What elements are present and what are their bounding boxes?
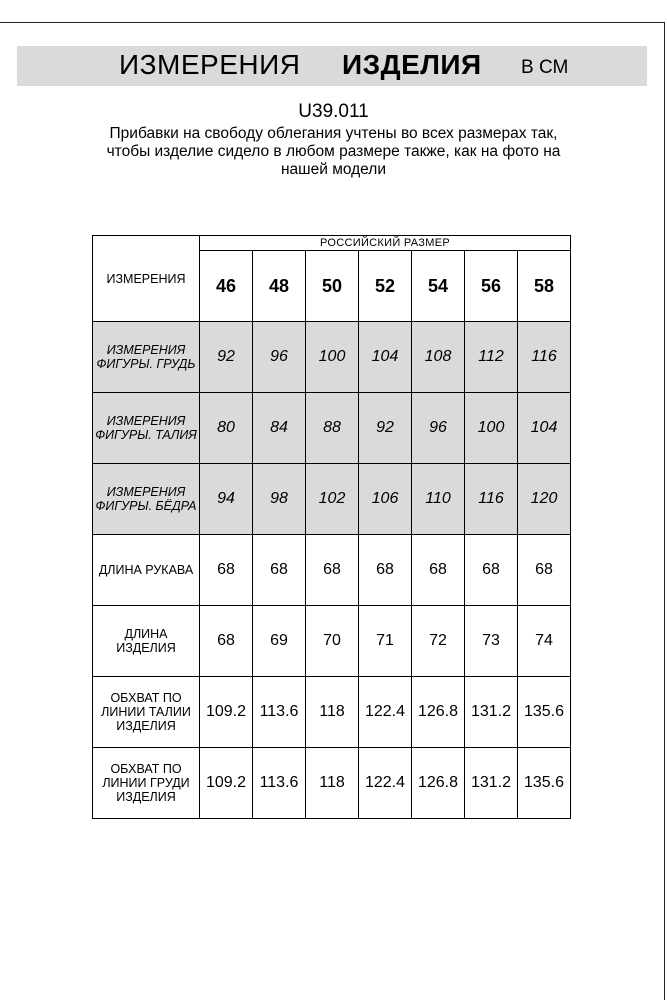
- table-cell: 68: [200, 535, 253, 606]
- table-cell: 100: [306, 322, 359, 393]
- table-cell: 92: [200, 322, 253, 393]
- table-cell: 68: [518, 535, 571, 606]
- row-label: ИЗМЕРЕНИЯ ФИГУРЫ. БЁДРА: [93, 464, 200, 535]
- frame-right-line: [664, 22, 665, 1000]
- table-row-chest: [93, 322, 571, 393]
- row-label: ДЛИНА РУКАВА: [93, 535, 200, 606]
- table-cell: 116: [518, 322, 571, 393]
- table-cell: 88: [306, 393, 359, 464]
- table-cell: 68: [359, 535, 412, 606]
- table-cell: 68: [465, 535, 518, 606]
- table-cell: 118: [306, 748, 359, 819]
- table-cell: 106: [359, 464, 412, 535]
- table-cell: 70: [306, 606, 359, 677]
- size-header: 50: [306, 251, 359, 322]
- table-cell: 73: [465, 606, 518, 677]
- row-label: ОБХВАТ ПО ЛИНИИ ГРУДИ ИЗДЕЛИЯ: [93, 748, 200, 819]
- table-cell: 131.2: [465, 748, 518, 819]
- table-row-garment-length: [93, 606, 571, 677]
- header-title-bold: ИЗДЕЛИЯ: [342, 49, 482, 80]
- size-header: 48: [253, 251, 306, 322]
- row-label: ОБХВАТ ПО ЛИНИИ ТАЛИИ ИЗДЕЛИЯ: [93, 677, 200, 748]
- table-cell: 98: [253, 464, 306, 535]
- table-cell: 96: [412, 393, 465, 464]
- table-cell: 122.4: [359, 748, 412, 819]
- table-cell: 112: [465, 322, 518, 393]
- product-code: U39.011: [298, 101, 369, 122]
- table-cell: 71: [359, 606, 412, 677]
- table-cell: 68: [412, 535, 465, 606]
- table-cell: 116: [465, 464, 518, 535]
- table-cell: 122.4: [359, 677, 412, 748]
- table-cell: 80: [200, 393, 253, 464]
- table-cell: 100: [465, 393, 518, 464]
- table-cell: 113.6: [253, 748, 306, 819]
- table-cell: 68: [253, 535, 306, 606]
- corner-label: ИЗМЕРЕНИЯ: [93, 236, 200, 322]
- table-cell: 96: [253, 322, 306, 393]
- table-row-waist-girth: [93, 677, 571, 748]
- table-cell: 113.6: [253, 677, 306, 748]
- size-header: 56: [465, 251, 518, 322]
- size-header: 46: [200, 251, 253, 322]
- table-cell: 135.6: [518, 677, 571, 748]
- table-cell: 109.2: [200, 677, 253, 748]
- table-cell: 94: [200, 464, 253, 535]
- table-cell: 92: [359, 393, 412, 464]
- size-table: [92, 235, 571, 819]
- table-cell: 109.2: [200, 748, 253, 819]
- table-cell: 120: [518, 464, 571, 535]
- fit-note: Прибавки на свободу облегания учтены во всех размерах так, чтобы изделие сидело в любом размере также, как на фото на нашей модели: [106, 125, 561, 178]
- table-row-hips: [93, 464, 571, 535]
- table-row-sleeve-length: [93, 535, 571, 606]
- row-label: ДЛИНА ИЗДЕЛИЯ: [93, 606, 200, 677]
- table-cell: 68: [200, 606, 253, 677]
- table-cell: 104: [518, 393, 571, 464]
- table-cell: 74: [518, 606, 571, 677]
- table-row-chest-girth: [93, 748, 571, 819]
- table-cell: 126.8: [412, 748, 465, 819]
- region-label: РОССИЙСКИЙ РАЗМЕР: [200, 236, 571, 251]
- header-title-light: ИЗМЕРЕНИЯ: [119, 49, 301, 80]
- table-cell: 108: [412, 322, 465, 393]
- table-cell: 68: [306, 535, 359, 606]
- row-label: ИЗМЕРЕНИЯ ФИГУРЫ. ГРУДЬ: [93, 322, 200, 393]
- row-label: ИЗМЕРЕНИЯ ФИГУРЫ. ТАЛИЯ: [93, 393, 200, 464]
- region-row: [93, 236, 571, 251]
- table-cell: 126.8: [412, 677, 465, 748]
- table-cell: 72: [412, 606, 465, 677]
- size-header: 54: [412, 251, 465, 322]
- size-header: 58: [518, 251, 571, 322]
- table-cell: 102: [306, 464, 359, 535]
- table-cell: 135.6: [518, 748, 571, 819]
- table-cell: 84: [253, 393, 306, 464]
- table-cell: 131.2: [465, 677, 518, 748]
- size-header: 52: [359, 251, 412, 322]
- header-unit: В СМ: [521, 57, 569, 78]
- table-cell: 118: [306, 677, 359, 748]
- table-cell: 104: [359, 322, 412, 393]
- table-row-waist: [93, 393, 571, 464]
- table-cell: 110: [412, 464, 465, 535]
- frame-top-line: [0, 22, 665, 23]
- table-cell: 69: [253, 606, 306, 677]
